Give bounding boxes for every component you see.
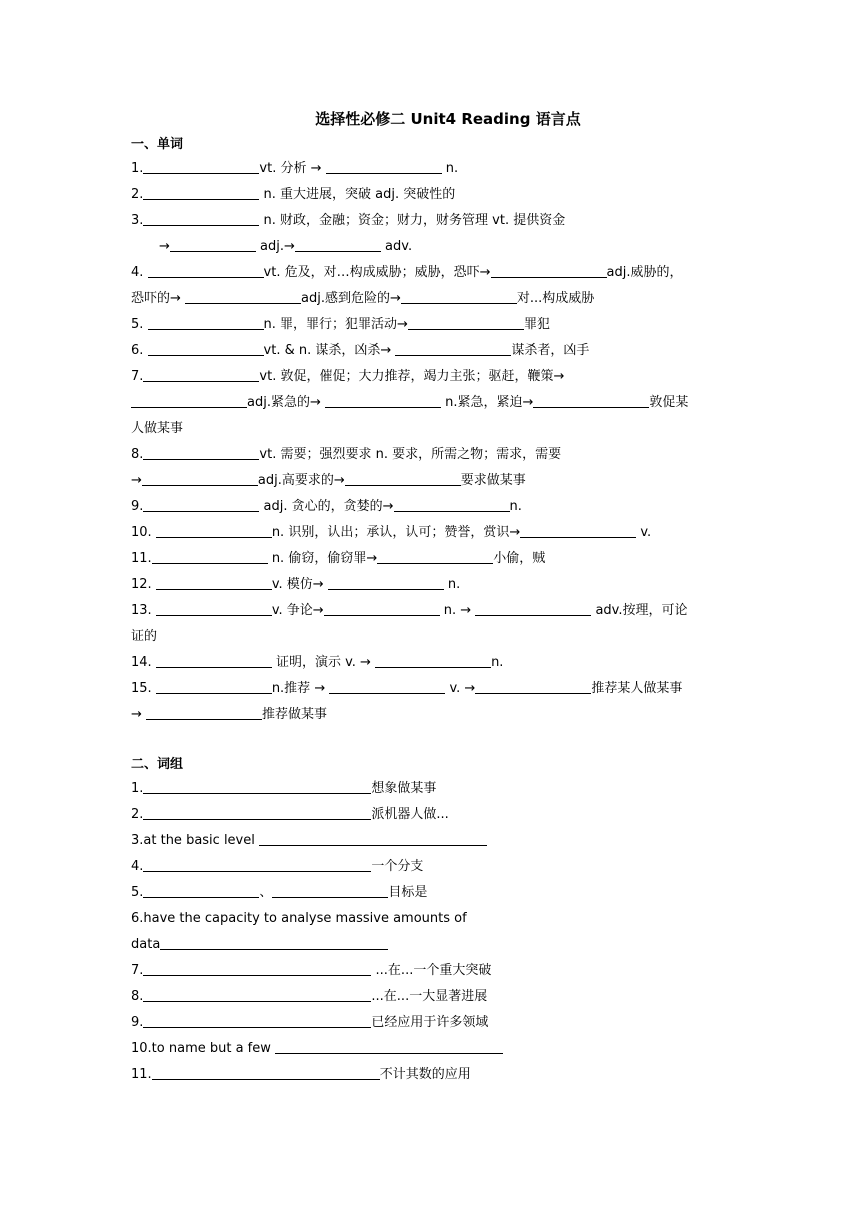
- phrase-item-10: 10.to name but a few: [131, 1036, 741, 1062]
- phrase-item-3: 3.at the basic level: [131, 828, 741, 854]
- section-spacer: [131, 728, 741, 754]
- answer-blank[interactable]: [491, 262, 607, 278]
- answer-blank[interactable]: [160, 934, 388, 950]
- answer-blank[interactable]: [295, 236, 381, 252]
- answer-blank[interactable]: [156, 652, 272, 668]
- worksheet-page: [131, 108, 741, 1088]
- answer-blank[interactable]: [520, 522, 636, 538]
- answer-blank[interactable]: [152, 548, 268, 564]
- answer-blank[interactable]: [143, 366, 259, 382]
- word-item-2: 2. n. 重大进展，突破 adj. 突破性的: [131, 182, 741, 208]
- phrase-item-7: 7. ...在...一个重大突破: [131, 958, 741, 984]
- answer-blank[interactable]: [143, 778, 371, 794]
- answer-blank[interactable]: [156, 522, 272, 538]
- answer-blank[interactable]: [259, 830, 487, 846]
- answer-blank[interactable]: [275, 1038, 503, 1054]
- answer-blank[interactable]: [131, 392, 247, 408]
- word-item-7-cont: adj.紧急的→ n.紧急，紧迫→ 敦促某: [131, 390, 741, 416]
- answer-blank[interactable]: [156, 574, 272, 590]
- answer-blank[interactable]: [395, 340, 511, 356]
- word-item-7-cont2: 人做某事: [131, 421, 184, 436]
- phrase-item-1: 1. 想象做某事: [131, 776, 741, 802]
- answer-blank[interactable]: [143, 882, 259, 898]
- word-item-13: 13. v. 争论→ n. → adv.按理，可论: [131, 598, 741, 624]
- answer-blank[interactable]: [143, 184, 259, 200]
- answer-blank[interactable]: [325, 392, 441, 408]
- answer-blank[interactable]: [475, 600, 591, 616]
- word-item-12: 12. v. 模仿→ n.: [131, 572, 741, 598]
- phrase-item-5: 5. 、 目标是: [131, 880, 741, 906]
- answer-blank[interactable]: [185, 288, 301, 304]
- answer-blank[interactable]: [156, 678, 272, 694]
- answer-blank[interactable]: [148, 314, 264, 330]
- answer-blank[interactable]: [533, 392, 649, 408]
- answer-blank[interactable]: [143, 804, 371, 820]
- answer-blank[interactable]: [146, 704, 262, 720]
- answer-blank[interactable]: [375, 652, 491, 668]
- word-item-4-cont: 恐吓的→ adj.感到危险的→ 对...构成威胁: [131, 286, 741, 312]
- answer-blank[interactable]: [394, 496, 510, 512]
- word-item-3: 3. n. 财政，金融；资金；财力，财务管理 vt. 提供资金: [131, 208, 741, 234]
- phrase-item-6: 6.have the capacity to analyse massive amounts of: [131, 911, 467, 926]
- word-item-10: 10. n. 识别，认出；承认，认可；赞誉，赏识→ v.: [131, 520, 741, 546]
- answer-blank[interactable]: [328, 574, 444, 590]
- word-item-3-cont: → adj.→ adv.: [131, 234, 741, 260]
- phrase-item-6-cont: data: [131, 932, 741, 958]
- phrase-item-9: 9. 已经应用于许多领域: [131, 1010, 741, 1036]
- word-item-11: 11. n. 偷窃，偷窃罪→ 小偷，贼: [131, 546, 741, 572]
- word-item-1: 1. vt. 分析 → n.: [131, 156, 741, 182]
- word-item-6: 6. vt. & n. 谋杀，凶杀→ 谋杀者，凶手: [131, 338, 741, 364]
- word-item-4: 4. vt. 危及，对…构成威胁；威胁，恐吓→ adj.威胁的，: [131, 260, 741, 286]
- phrase-item-8: 8. ...在...一大显著进展: [131, 984, 741, 1010]
- answer-blank[interactable]: [408, 314, 524, 330]
- word-item-8: 8. vt. 需要；强烈要求 n. 要求，所需之物；需求，需要: [131, 442, 741, 468]
- section-heading-phrases: 二、词组: [131, 757, 184, 772]
- word-item-13-cont: 证的: [131, 629, 158, 644]
- answer-blank[interactable]: [143, 986, 371, 1002]
- answer-blank[interactable]: [272, 882, 388, 898]
- phrase-item-11: 11. 不计其数的应用: [131, 1062, 741, 1088]
- phrase-item-2: 2. 派机器人做...: [131, 802, 741, 828]
- answer-blank[interactable]: [475, 678, 591, 694]
- answer-blank[interactable]: [143, 210, 259, 226]
- page-title: 选择性必修二 Unit4 Reading 语言点: [315, 110, 581, 128]
- word-item-15-cont: → 推荐做某事: [131, 702, 741, 728]
- answer-blank[interactable]: [401, 288, 517, 304]
- answer-blank[interactable]: [170, 236, 256, 252]
- answer-blank[interactable]: [324, 600, 440, 616]
- word-item-9: 9. adj. 贪心的，贪婪的→ n.: [131, 494, 741, 520]
- answer-blank[interactable]: [143, 496, 259, 512]
- word-item-14: 14. 证明，演示 v. → n.: [131, 650, 741, 676]
- section-heading-words: 一、单词: [131, 137, 184, 152]
- answer-blank[interactable]: [142, 470, 258, 486]
- word-item-15: 15. n.推荐 → v. → 推荐某人做某事: [131, 676, 741, 702]
- answer-blank[interactable]: [143, 1012, 371, 1028]
- word-item-8-cont: → adj.高要求的→ 要求做某事: [131, 468, 741, 494]
- word-item-7: 7. vt. 敦促，催促；大力推荐，竭力主张；驱赶，鞭策→: [131, 364, 741, 390]
- answer-blank[interactable]: [143, 960, 371, 976]
- answer-blank[interactable]: [329, 678, 445, 694]
- answer-blank[interactable]: [143, 158, 259, 174]
- answer-blank[interactable]: [377, 548, 493, 564]
- answer-blank[interactable]: [148, 340, 264, 356]
- answer-blank[interactable]: [345, 470, 461, 486]
- phrase-item-4: 4. 一个分支: [131, 854, 741, 880]
- word-item-5: 5. n. 罪，罪行；犯罪活动→ 罪犯: [131, 312, 741, 338]
- answer-blank[interactable]: [156, 600, 272, 616]
- answer-blank[interactable]: [326, 158, 442, 174]
- answer-blank[interactable]: [143, 856, 371, 872]
- answer-blank[interactable]: [148, 262, 264, 278]
- answer-blank[interactable]: [143, 444, 259, 460]
- answer-blank[interactable]: [152, 1064, 380, 1080]
